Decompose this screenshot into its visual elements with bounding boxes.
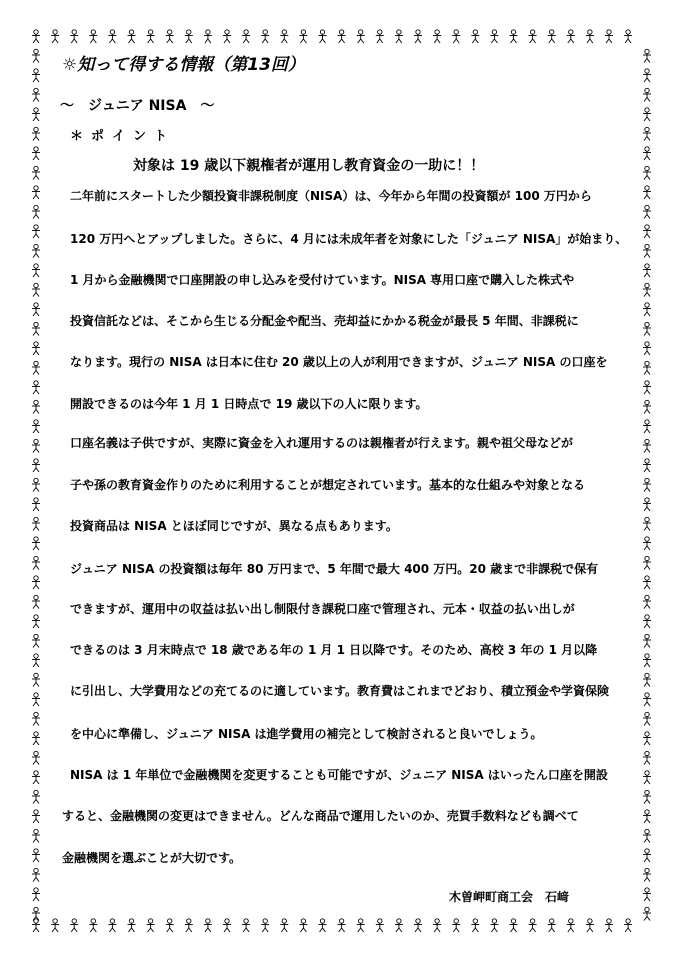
body-line: 開設できるのは今年 1 月 1 日時点で 19 歳以下の人に限ります。 [70,397,428,411]
headline: 対象は 19 歳以下親権者が運用し教育資金の一助に！！ [133,158,485,174]
body-line: 投資信託などは、そこから生じる分配金や配当、売却益にかかる税金が最長 5 年間、非課税に [70,314,579,328]
body-line: 1 月から金融機関で口座開設の申し込みを受付けています。NISA 専用口座で購入した株式や [70,273,575,287]
body-line: 口座名義は子供ですが、実際に資金を入れ運用するのは親権者が行えます。親や祖父母などが [70,436,574,450]
page-title: ☼知って得する情報（第13回） [62,55,305,75]
body-line: 二年前にスタートした少額投資非課税制度（NISA）は、今年から年間の投資額が 100 万円から [70,189,592,203]
body-line: なります。現行の NISA は日本に住む 20 歳以上の人が利用できますが、ジュニア NISA の口座を [70,355,608,369]
body-line: 投資商品は NISA とほぼ同じですが、異なる点もあります。 [70,519,398,533]
body-line: ジュニア NISA の投資額は毎年 80 万円まで、5 年間で最大 400 万円。20 歳まで非課税で保有 [70,562,599,576]
body-line: できますが、運用中の収益は払い出し制限付き課税口座で管理され、元本・収益の払い出しが [70,602,575,616]
body-line: を中心に準備し、ジュニア NISA は進学費用の補完として検討されると良いでしょう。 [70,727,543,741]
body-line: 子や孫の教育資金作りのために利用することが想定されています。基本的な仕組みや対象となる [70,478,586,492]
body-line: すると、金融機関の変更はできません。どんな商品で運用したいのか、売買手数料なども調べて [62,809,579,823]
body-line: 金融機関を選ぶことが大切です。 [62,851,242,865]
signature: 木曽岬町商工会 石﨑 [449,890,570,904]
section-subtitle: ～ ジュニア NISA ～ [60,98,215,114]
body-line: に引出し、大学費用などの充てるのに適しています。教育費はこれまでどおり、積立預金や学資保険 [70,684,610,698]
point-label: ＊ポイント [70,129,176,144]
body-line: NISA は 1 年単位で金融機関を変更することも可能ですが、ジュニア NISA はいったん口座を開設 [70,768,608,782]
body-line: できるのは 3 月末時点で 18 歳である年の 1 月 1 日以降です。そのため、高校 3 年の 1 月以降 [70,643,598,657]
body-line: 120 万円へとアップしました。さらに、4 月には未成年者を対象にした「ジュニア NISA」が始まり、 [70,232,628,246]
